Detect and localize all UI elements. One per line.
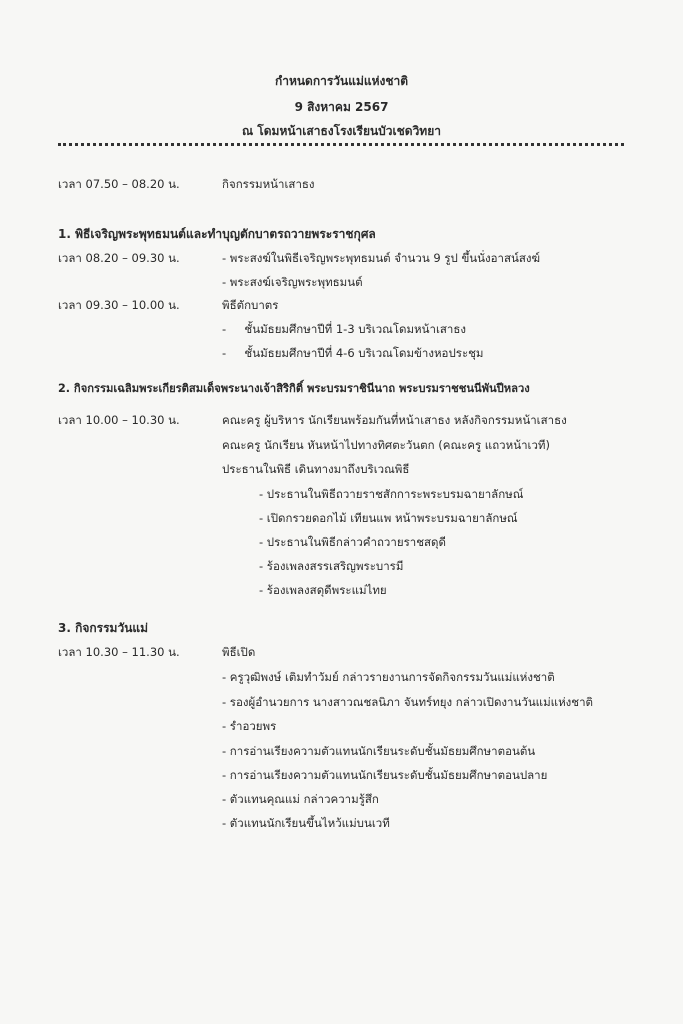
list-item: - พระสงฆ์เจริญพระพุทธมนต์ [222, 275, 363, 289]
section1-block2-title: พิธีตักบาตร [222, 298, 279, 312]
list-item: - ตัวแทนคุณแม่ กล่าวความรู้สึก [222, 792, 379, 806]
list-item: - ร้องเพลงสดุดีพระแม่ไทย [259, 583, 387, 597]
section1-block1-time: เวลา 08.20 – 09.30 น. [58, 251, 180, 265]
list-item: - ประธานในพิธีกล่าวคำถวายราชสดุดี [259, 535, 446, 549]
section3-time: เวลา 10.30 – 11.30 น. [58, 645, 180, 659]
list-item: - เปิดกรวยดอกไม้ เทียนแพ หน้าพระบรมฉายาลักษณ์ [259, 511, 518, 525]
list-item: - ชั้นมัธยมศึกษาปีที่ 4-6 บริเวณโดมข้างหอประชุม [222, 346, 484, 360]
list-item: - การอ่านเรียงความตัวแทนนักเรียนระดับชั้นมัธยมศึกษาตอนปลาย [222, 768, 548, 782]
list-item: - รำอวยพร [222, 719, 277, 733]
document-venue: ณ โดมหน้าเสาธงโรงเรียนบัวเชดวิทยา [241, 124, 441, 138]
document-title: กำหนดการวันแม่แห่งชาติ [274, 74, 409, 88]
list-item: - ตัวแทนนักเรียนขึ้นไหว้แม่บนเวที [222, 816, 390, 830]
section1-block2-time: เวลา 09.30 – 10.00 น. [58, 298, 180, 312]
section3-title: พิธีเปิด [222, 645, 256, 659]
intro-activity: กิจกรรมหน้าเสาธง [222, 177, 315, 191]
list-item: - ครูวุฒิพงษ์ เติมทำวัมย์ กล่าวรายงานการจัดกิจกรรมวันแม่แห่งชาติ [222, 670, 555, 684]
list-item: - พระสงฆ์ในพิธีเจริญพระพุทธมนต์ จำนวน 9 รูป ขึ้นนั่งอาสน์สงฆ์ [222, 251, 541, 265]
section2-line: คณะครู นักเรียน หันหน้าไปทางทิศตะวันตก (คณะครู แถวหน้าเวที) [222, 438, 550, 452]
list-item: - ประธานในพิธีถวายราชสักการะพระบรมฉายาลักษณ์ [259, 487, 524, 501]
section1-heading: 1. พิธีเจริญพระพุทธมนต์และทำบุญตักบาตรถวายพระราชกุศล [58, 227, 376, 241]
section2-time: เวลา 10.00 – 10.30 น. [58, 413, 180, 427]
section2-line: คณะครู ผู้บริหาร นักเรียนพร้อมกันที่หน้าเสาธง หลังกิจกรรมหน้าเสาธง [222, 413, 567, 427]
document-date: 9 สิงหาคม 2567 [294, 100, 389, 114]
list-item: - การอ่านเรียงความตัวแทนนักเรียนระดับชั้นมัธยมศึกษาตอนต้น [222, 744, 536, 758]
intro-time: เวลา 07.50 – 08.20 น. [58, 177, 180, 191]
section2-heading: 2. กิจกรรมเฉลิมพระเกียรติสมเด็จพระนางเจ้าสิริกิติ์ พระบรมราชินีนาถ พระบรมราชชนนีพันปีหลวง [58, 382, 530, 395]
dotted-divider [58, 143, 624, 146]
list-item: - รองผู้อำนวยการ นางสาวณชลนิภา จันทร์ทยุง กล่าวเปิดงานวันแม่แห่งชาติ [222, 695, 594, 709]
section2-line: ประธานในพิธี เดินทางมาถึงบริเวณพิธี [222, 462, 410, 476]
list-item: - ร้องเพลงสรรเสริญพระบารมี [259, 559, 404, 573]
list-item: - ชั้นมัธยมศึกษาปีที่ 1-3 บริเวณโดมหน้าเสาธง [222, 322, 466, 336]
section3-heading: 3. กิจกรรมวันแม่ [58, 621, 149, 635]
